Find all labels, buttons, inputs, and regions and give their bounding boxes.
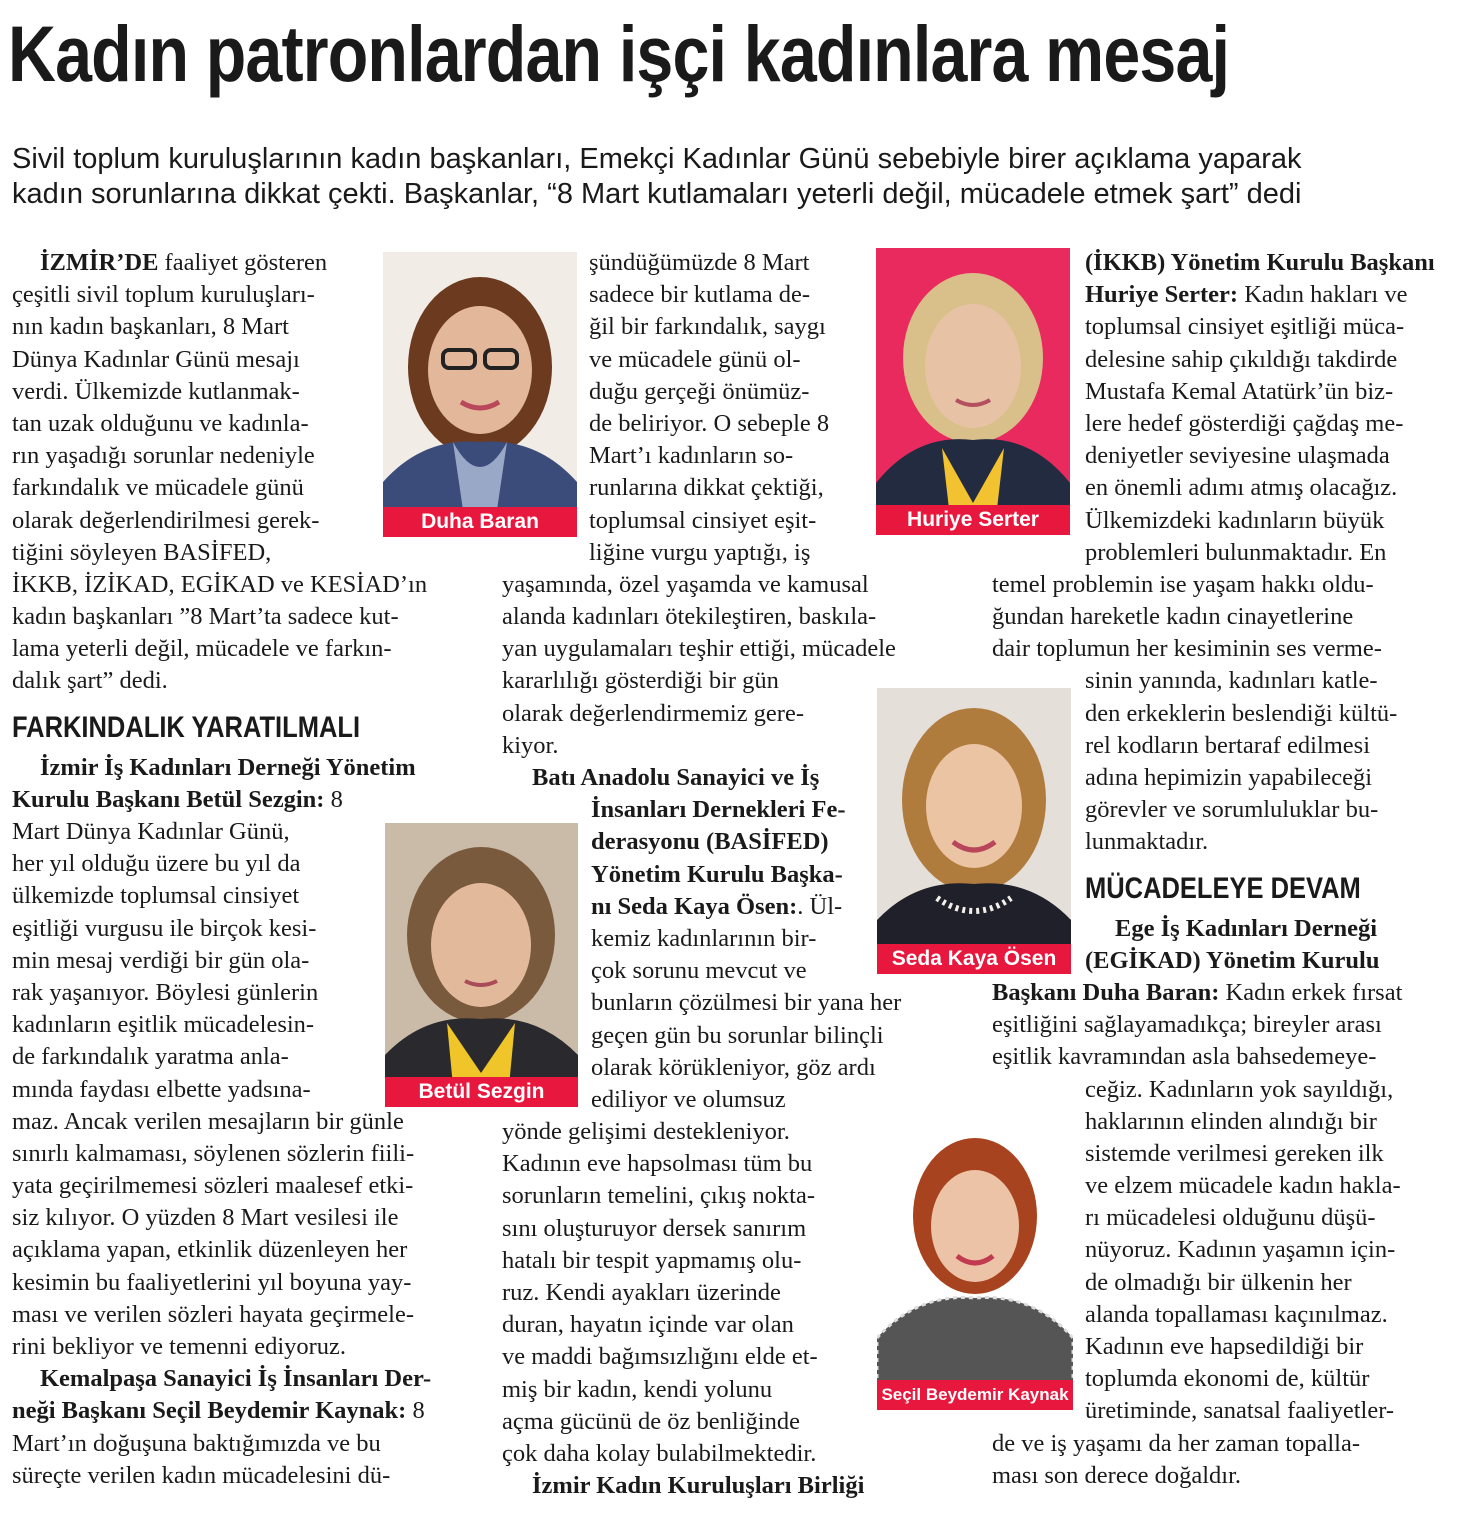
text-line: en önemli adımı atmış olacağız.	[1085, 474, 1398, 502]
text-line: de beliriyor. O sebeple 8	[589, 409, 830, 437]
text-line: sınırlı kalmaması, söylenen sözlerin fiili-	[12, 1139, 415, 1167]
text-line: olarak körükleniyor, göz ardı	[591, 1053, 876, 1081]
text-line: hatalı bir tespit yapmamış olu-	[502, 1246, 802, 1274]
photo-caption: Seçil Beydemir Kaynak	[877, 1380, 1073, 1410]
text-line: görevler ve sorumluluklar bu-	[1085, 796, 1379, 824]
text-line: Mustafa Kemal Atatürk’ün biz-	[1085, 377, 1394, 405]
text-line: 8	[406, 1397, 425, 1425]
text-line: sinin yanında, kadınları katle-	[1085, 667, 1378, 695]
text-line: Kadın erkek fırsat	[1219, 978, 1403, 1006]
text-line: ediliyor ve olumsuz	[591, 1085, 786, 1113]
speaker-name: Huriye Serter:	[1085, 281, 1239, 309]
text-line: adına hepimizin yapabileceği	[1085, 764, 1373, 791]
text-line: liğine vurgu yaptığı, iş	[589, 538, 811, 566]
subheading: MÜCADELEYE DEVAM	[1085, 871, 1361, 905]
text-line: Kadının eve hapsolması tüm bu	[502, 1150, 813, 1178]
speaker-name: Kurulu Başkanı Betül Sezgin:	[12, 785, 325, 813]
text-line: maz. Ancak verilen mesajların bir günle	[12, 1107, 404, 1135]
text-line: Ülkemizdeki kadınların büyük	[1085, 506, 1385, 534]
text-line: şündüğümüzde 8 Mart	[589, 249, 810, 276]
text-line: kiyor.	[502, 731, 559, 759]
speaker-line: İnsanları Dernekleri Fe-	[591, 796, 846, 824]
text-line: sorunların temelini, çıkış nokta-	[502, 1182, 815, 1210]
text-line: yaşamında, özel yaşamda ve kamusal	[502, 570, 869, 598]
text-line: açıklama yapan, etkinlik düzenleyen her	[12, 1236, 408, 1264]
text-line: ve elzem mücadele kadın hakla-	[1085, 1172, 1401, 1200]
text-line: deniyetler seviyesine ulaşmada	[1085, 442, 1390, 470]
text-line: bunların çözülmesi bir yana her	[591, 989, 902, 1017]
deck-line: Sivil toplum kuruluşlarının kadın başkanları, Emekçi Kadınlar Günü sebebiyle birer açıklama yaparak	[12, 143, 1302, 175]
photo-caption: Duha Baran	[383, 507, 577, 537]
speaker-name: Başkanı Duha Baran:	[992, 978, 1220, 1006]
text-line: tan uzak olduğunu ve kadınla-	[12, 409, 309, 437]
text-line: siz kılıyor. O yüzden 8 Mart vesilesi ile	[12, 1204, 399, 1232]
text-line: İKKB, İZİKAD, EGİKAD ve KESİAD’ın	[12, 570, 428, 598]
text-line: eşitliğini sağlayamadıkça; bireyler arası	[992, 1011, 1382, 1039]
text-line: problemleri bulunmaktadır. En	[1085, 538, 1387, 566]
text-line: de farkındalık yaratma anla-	[12, 1043, 289, 1071]
text-line: sistemde verilmesi gereken ilk	[1085, 1139, 1384, 1167]
text-line: duran, hayatın içinde var olan	[502, 1311, 794, 1339]
text-line: de olmadığı bir ülkenin her	[1085, 1268, 1352, 1296]
text-line: rini bekliyor ve temenni ediyoruz.	[12, 1333, 347, 1360]
text-line: ve mücadele günü ol-	[589, 345, 801, 373]
text-line: runlarına dikkat çektiği,	[589, 474, 824, 502]
speaker-line: Ege İş Kadınları Derneği	[1115, 914, 1378, 942]
speaker-line: Kemalpaşa Sanayici İş İnsanları Der-	[40, 1365, 432, 1393]
text-line: Mart Dünya Kadınlar Günü,	[12, 818, 290, 845]
text-line: Mart’ın doğuşuna baktığımızda ve bu	[12, 1429, 381, 1457]
text-line: dair toplumun her kesiminin ses verme-	[992, 635, 1382, 663]
text-line: de ve iş yaşamı da her zaman topalla-	[992, 1429, 1361, 1457]
text-line: yata geçirilmemesi sözleri maalesef etki-	[12, 1172, 414, 1200]
text-line: den erkeklerin beslendiği kültü-	[1085, 699, 1398, 727]
speaker-line: İzmir Kadın Kuruluşları Birliği	[532, 1472, 865, 1500]
text-line: kesimin bu faaliyetlerini yıl boyuna yay-	[12, 1268, 412, 1296]
text-line: Kadının eve hapsedildiği bir	[1085, 1333, 1364, 1360]
photo-caption: Betül Sezgin	[385, 1077, 578, 1107]
text-line: üretiminde, sanatsal faaliyetler-	[1085, 1397, 1395, 1425]
text-line: ceğiz. Kadınların yok sayıldığı,	[1085, 1075, 1394, 1103]
column-2	[502, 247, 962, 1502]
text-line: delesine sahip çıkıldığı takdirde	[1085, 345, 1398, 373]
text-line: duğu gerçeği önümüz-	[589, 377, 810, 405]
headline: Kadın patronlardan işçi kadınlara mesaj	[8, 9, 1230, 98]
text-line: kadınların eşitlik mücadelesin-	[12, 1011, 315, 1039]
photo-caption: Seda Kaya Ösen	[877, 944, 1071, 974]
text-line: yan uygulamaları teşhir ettiği, mücadele	[502, 635, 896, 663]
text-line: temel problemin ise yaşam hakkı oldu-	[992, 570, 1374, 598]
text-line: yönde gelişimi destekleniyor.	[502, 1118, 790, 1146]
speaker-line: Batı Anadolu Sanayici ve İş	[532, 764, 820, 791]
text-line: olarak değerlendirmemiz gere-	[502, 699, 805, 727]
text-line: kararlılığı gösterdiği bir gün	[502, 667, 779, 695]
text-line: Dünya Kadınlar Günü mesajı	[12, 345, 300, 373]
speaker-line: (EGİKAD) Yönetim Kurulu	[1085, 946, 1380, 974]
text-line: nın kadın başkanları, 8 Mart	[12, 313, 289, 341]
speaker-line: İzmir İş Kadınları Derneği Yönetim	[40, 753, 416, 781]
text-line: geçen gün bu sorunlar bilinçli	[591, 1021, 884, 1049]
text-line: lama yeterli değil, mücadele ve farkın-	[12, 635, 392, 663]
text-line: ülkemizde toplumsal cinsiyet	[12, 882, 300, 910]
text-line: açma gücünü de öz benliğinde	[502, 1407, 800, 1435]
text-line: tiğini söyleyen BASİFED,	[12, 538, 272, 566]
speaker-name: neği Başkanı Seçil Beydemir Kaynak:	[12, 1397, 407, 1425]
text-line: rı mücadelesi olduğunu düşü-	[1085, 1204, 1376, 1232]
deck	[12, 142, 1452, 212]
text-line: lunmaktadır.	[1085, 828, 1209, 856]
text-line: eşitlik kavramından asla bahsedemeye-	[992, 1043, 1377, 1071]
speaker-line: (İKKB) Yönetim Kurulu Başkanı	[1085, 249, 1435, 276]
text-line: alanda topallaması kaçınılmaz.	[1085, 1300, 1388, 1328]
text-line: rel kodların bertaraf edilmesi	[1085, 731, 1371, 759]
text-line: olarak değerlendirilmesi gerek-	[12, 506, 320, 534]
text-line: Mart’ı kadınların so-	[589, 442, 794, 470]
text-line: ruz. Kendi ayakları üzerinde	[502, 1279, 781, 1306]
text-line: haklarının elinden alındığı bir	[1085, 1107, 1377, 1135]
text-line: rak yaşanıyor. Böylesi günlerin	[12, 978, 319, 1006]
text-line: nüyoruz. Kadının yaşamın için-	[1085, 1236, 1396, 1264]
text-line: min mesaj verdiği bir gün ola-	[12, 946, 310, 974]
text-line: verdi. Ülkemizde kutlanmak-	[12, 377, 300, 405]
text-line: kadın başkanları ”8 Mart’ta sadece kut-	[12, 603, 399, 631]
text-line: kemiz kadınlarının bir-	[591, 924, 817, 952]
deck-line: kadın sorunlarına dikkat çekti. Başkanlar, “8 Mart kutlamaları yeterli değil, mücadele etmek şart” dedi	[12, 178, 1302, 210]
text-line: rın yaşadığı sorunlar nedeniyle	[12, 442, 315, 470]
photo-caption: Huriye Serter	[876, 505, 1070, 535]
text-line: dalık şart” dedi.	[12, 667, 168, 695]
column-3	[992, 247, 1452, 1492]
text-line: 8	[324, 785, 343, 813]
text-line: alanda kadınları ötekileştiren, baskıla-	[502, 603, 877, 631]
subheading: FARKINDALIK YARATILMALI	[12, 710, 361, 744]
column-1	[12, 247, 472, 1492]
text-line: mında faydası elbette yadsına-	[12, 1075, 311, 1103]
text-line: sadece bir kutlama de-	[589, 281, 811, 309]
text-line: toplumsal cinsiyet eşit-	[589, 506, 817, 534]
intro-lead: İZMİR’DE	[40, 249, 159, 276]
text-line: çok daha kolay bulabilmektedir.	[502, 1439, 817, 1467]
speaker-line: Yönetim Kurulu Başka-	[591, 860, 843, 888]
text-line: eşitliği vurgusu ile birçok kesi-	[12, 914, 317, 942]
text-line: çok sorunu mevcut ve	[591, 957, 807, 985]
text-line: her yıl olduğu üzere bu yıl da	[12, 850, 301, 878]
speaker-line: derasyonu (BASİFED)	[591, 828, 829, 856]
text-line: Kadın hakları ve	[1238, 281, 1408, 309]
text-line: ğundan hareketle kadın cinayetlerine	[992, 603, 1354, 631]
text-line: ve maddi bağımsızlığını elde et-	[502, 1343, 818, 1371]
text-line: lere hedef gösterdiği çağdaş me-	[1085, 409, 1404, 437]
text-line: toplumsal cinsiyet eşitliği müca-	[1085, 313, 1405, 341]
text-line: sını oluşturuyor dersek sanırım	[502, 1214, 807, 1242]
text-line: faaliyet gösteren	[158, 249, 328, 276]
text-line: ması son derece doğaldır.	[992, 1461, 1242, 1489]
speaker-name: nı Seda Kaya Ösen:	[591, 892, 798, 920]
text-line: miş bir kadın, kendi yolunu	[502, 1375, 773, 1403]
text-line: ğil bir farkındalık, saygı	[589, 313, 826, 341]
text-line: toplumda ekonomi de, kültür	[1085, 1365, 1370, 1393]
text-line: . Ül-	[797, 892, 843, 920]
text-line: ması ve verilen sözleri hayata geçirmele-	[12, 1300, 415, 1328]
text-line: çeşitli sivil toplum kuruluşları-	[12, 281, 315, 309]
text-line: farkındalık ve mücadele günü	[12, 474, 304, 502]
text-line: süreçte verilen kadın mücadelesini dü-	[12, 1461, 391, 1489]
